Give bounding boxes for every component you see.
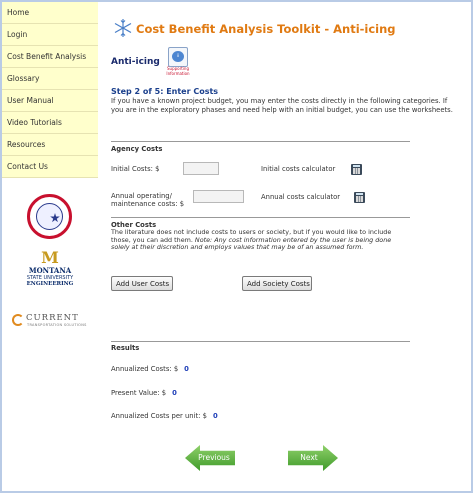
supporting-information-button[interactable]: [166, 47, 190, 75]
annualized-costs-per-unit-result: [111, 412, 218, 420]
supporting-information-label: Supporting Information: [166, 66, 190, 76]
other-costs-description: [111, 229, 411, 252]
current-swoosh-icon: [12, 314, 24, 326]
sidebar-item-video-tutorials[interactable]: Video Tutorials: [2, 112, 98, 134]
sidebar: [2, 2, 98, 489]
page-title: Anti-icing: [111, 57, 160, 67]
annualized-costs-per-unit-label: Annualized Costs per unit: $: [111, 412, 207, 420]
sidebar-item-glossary[interactable]: Glossary: [2, 68, 98, 90]
initial-costs-input[interactable]: [183, 162, 219, 175]
divider: [111, 341, 410, 342]
step-intro: If you have a known project budget, you may enter the costs directly in the following categories. If you are in the exploratory phases and need help with an initial budget, you can use the worksheets.: [111, 97, 453, 114]
agency-costs-heading: Agency Costs: [111, 145, 163, 153]
initial-costs-calculator-link[interactable]: Initial costs calculator: [261, 165, 336, 173]
annual-costs-calculator-link[interactable]: Annual costs calculator: [261, 193, 341, 201]
calculator-icon-keys: [356, 196, 363, 202]
other-costs-heading: Other Costs: [111, 221, 157, 229]
previous-label: Previous: [198, 453, 230, 462]
sidebar-item-home[interactable]: Home: [2, 2, 98, 24]
annual-costs-label-line2: maintenance costs: $: [111, 200, 185, 208]
sidebar-item-resources[interactable]: Resources: [2, 134, 98, 156]
other-costs-note: Note: Any cost information entered by the user is being done solely at their discretion and employs values that may be of an assumed form.: [111, 235, 392, 252]
sidebar-item-login[interactable]: Login: [2, 24, 98, 46]
annual-costs-label-line1: Annual operating/: [111, 192, 172, 200]
sidebar-item-cost-benefit-analysis[interactable]: Cost Benefit Analysis: [2, 46, 98, 68]
calculator-icon-screen: [353, 165, 360, 167]
calculator-icon-keys: [353, 168, 360, 174]
info-icon: i: [172, 51, 184, 62]
current-logo-word: CURRENT: [26, 313, 79, 323]
next-label: Next: [300, 453, 318, 462]
results-heading: Results: [111, 344, 140, 352]
initial-costs-label: Initial Costs: $: [111, 165, 160, 173]
present-value-result: [111, 389, 177, 397]
main-content: [108, 0, 468, 493]
annual-costs-input[interactable]: [193, 190, 244, 203]
sidebar-item-user-manual[interactable]: User Manual: [2, 90, 98, 112]
divider: [111, 141, 410, 142]
montana-state-logo: [2, 250, 98, 288]
divider: [111, 217, 410, 218]
montana-logo-engineering: ENGINEERING: [26, 281, 74, 287]
annual-costs-calculator-icon[interactable]: [354, 192, 365, 203]
montana-logo-university: STATE UNIVERSITY: [26, 275, 74, 281]
step-title: Step 2 of 5: Enter Costs: [111, 87, 219, 96]
current-logo-subtitle: TRANSPORTATION SOLUTIONS: [27, 323, 87, 327]
wisconsin-seal: [36, 203, 63, 230]
add-user-costs-button[interactable]: Add User Costs: [111, 276, 173, 291]
previous-button[interactable]: [185, 445, 235, 471]
initial-costs-calculator-icon[interactable]: [351, 164, 362, 175]
montana-logo-m: M: [41, 248, 59, 267]
wisconsin-dot-logo: [27, 194, 72, 239]
annualized-costs-result: [111, 365, 189, 373]
annualized-costs-value: 0: [184, 365, 189, 373]
current-logo: [12, 312, 96, 330]
present-value-label: Present Value: $: [111, 389, 167, 397]
montana-logo-name: MONTANA: [28, 266, 72, 275]
annualized-costs-label: Annualized Costs: $: [111, 365, 179, 373]
next-button[interactable]: [288, 445, 338, 471]
app-title: Cost Benefit Analysis Toolkit - Anti-icing: [136, 22, 396, 36]
add-society-costs-button[interactable]: Add Society Costs: [242, 276, 312, 291]
snowflake-icon: [113, 18, 133, 38]
star-icon: [50, 213, 60, 223]
sidebar-item-contact-us[interactable]: Contact Us: [2, 156, 98, 178]
sidebar-nav: [2, 2, 98, 178]
annualized-costs-per-unit-value: 0: [212, 412, 218, 420]
calculator-icon-screen: [356, 193, 363, 195]
present-value-value: 0: [172, 389, 177, 397]
other-costs-text: The literature does not include costs to users or society, but if you would like to include those, you can add them.: [111, 228, 392, 244]
